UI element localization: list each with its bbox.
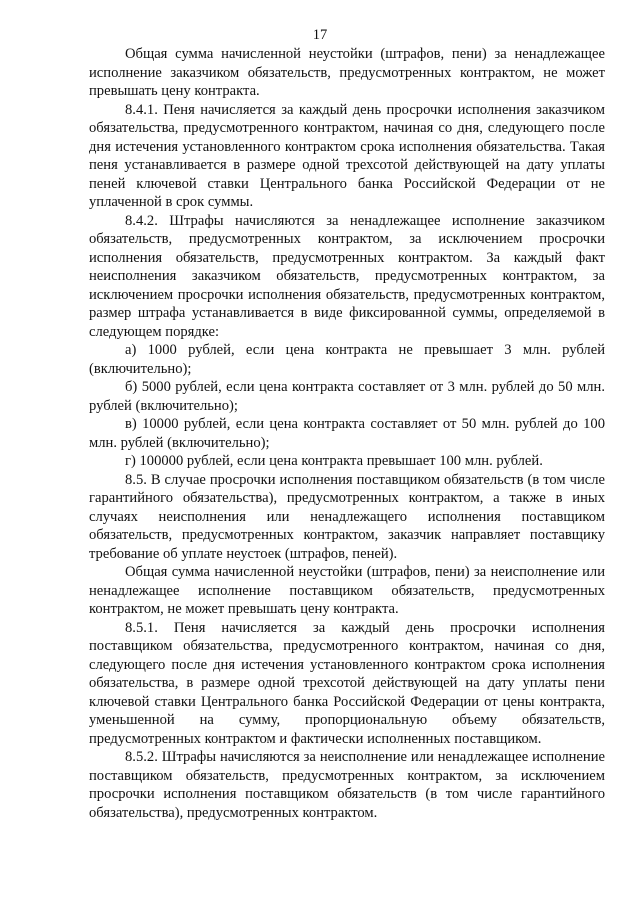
paragraph-8-4-2: 8.4.2. Штрафы начисляются за ненадлежащее исполнение заказчиком обязательств, предусмотренных контрактом, за исключением просрочки исполнения обязательств, предусмотренных контрактом. За каждый факт неисполнения заказчиком обязательств, предусмотренных контрактом, за исключением просрочки исполнения обязательств, предусмотренных контрактом, размер штрафа устанавливается в виде фиксированной суммы, определяемой в следующем порядке: bbox=[89, 212, 605, 340]
list-item-g: г) 100000 рублей, если цена контракта превышает 100 млн. рублей. bbox=[125, 453, 543, 469]
paragraph-8-5-2: 8.5.2. Штрафы начисляются за неисполнение или ненадлежащее исполнение поставщиком обязательств, предусмотренных контрактом, за исключением просрочки исполнения поставщиком обязательств (в том числе гарантийного обязательства), предусмотренных контрактом. bbox=[89, 749, 605, 821]
list-item-a: а) 1000 рублей, если цена контракта не превышает 3 млн. рублей (включительно); bbox=[89, 342, 605, 377]
document-body bbox=[89, 45, 605, 822]
paragraph-customer-penalty-cap: Общая сумма начисленной неустойки (штрафов, пени) за ненадлежащее исполнение заказчиком обязательств, предусмотренных контрактом, не может превышать цену контракта. bbox=[89, 46, 605, 99]
paragraph-supplier-penalty-cap: Общая сумма начисленной неустойки (штрафов, пени) за неисполнение или ненадлежащее исполнение поставщиком обязательств, предусмотренных контрактом, не может превышать цену контракта. bbox=[89, 564, 605, 617]
list-item-v: в) 10000 рублей, если цена контракта составляет от 50 млн. рублей до 100 млн. рублей (включительно); bbox=[89, 416, 605, 451]
list-item-b: б) 5000 рублей, если цена контракта составляет от 3 млн. рублей до 50 млн. рублей (включительно); bbox=[89, 379, 605, 414]
paragraph-8-5-1: 8.5.1. Пеня начисляется за каждый день просрочки исполнения поставщиком обязательства, предусмотренного контрактом, начиная со дня, следующего после дня истечения установленного контрактом срока исполнения обязательства, в размере одной трехсотой действующей на дату уплаты пени ключевой ставки Центрального банка Российской Федерации от цены контракта, уменьшенной на сумму, пропорциональную объему обязательств, предусмотренных контрактом и фактически исполненных поставщиком. bbox=[89, 619, 605, 747]
paragraph-8-5: 8.5. В случае просрочки исполнения поставщиком обязательств (в том числе гарантийного обязательства), предусмотренных контрактом, а также в иных случаях неисполнения или ненадлежащего исполнения поставщиком обязательств, предусмотренных контрактом, заказчик направляет поставщику требование об уплате неустоек (штрафов, пеней). bbox=[89, 471, 605, 562]
page-number: 17 bbox=[312, 27, 328, 43]
paragraph-8-4-1: 8.4.1. Пеня начисляется за каждый день просрочки исполнения заказчиком обязательства, предусмотренного контрактом, начиная со дня, следующего после дня истечения установленного контрактом срока исполнения обязательства. Такая пеня устанавливается в размере одной трехсотой действующей на дату уплаты пеней ключевой ставки Центрального банка Российской Федерации от не уплаченной в срок суммы. bbox=[89, 101, 605, 210]
